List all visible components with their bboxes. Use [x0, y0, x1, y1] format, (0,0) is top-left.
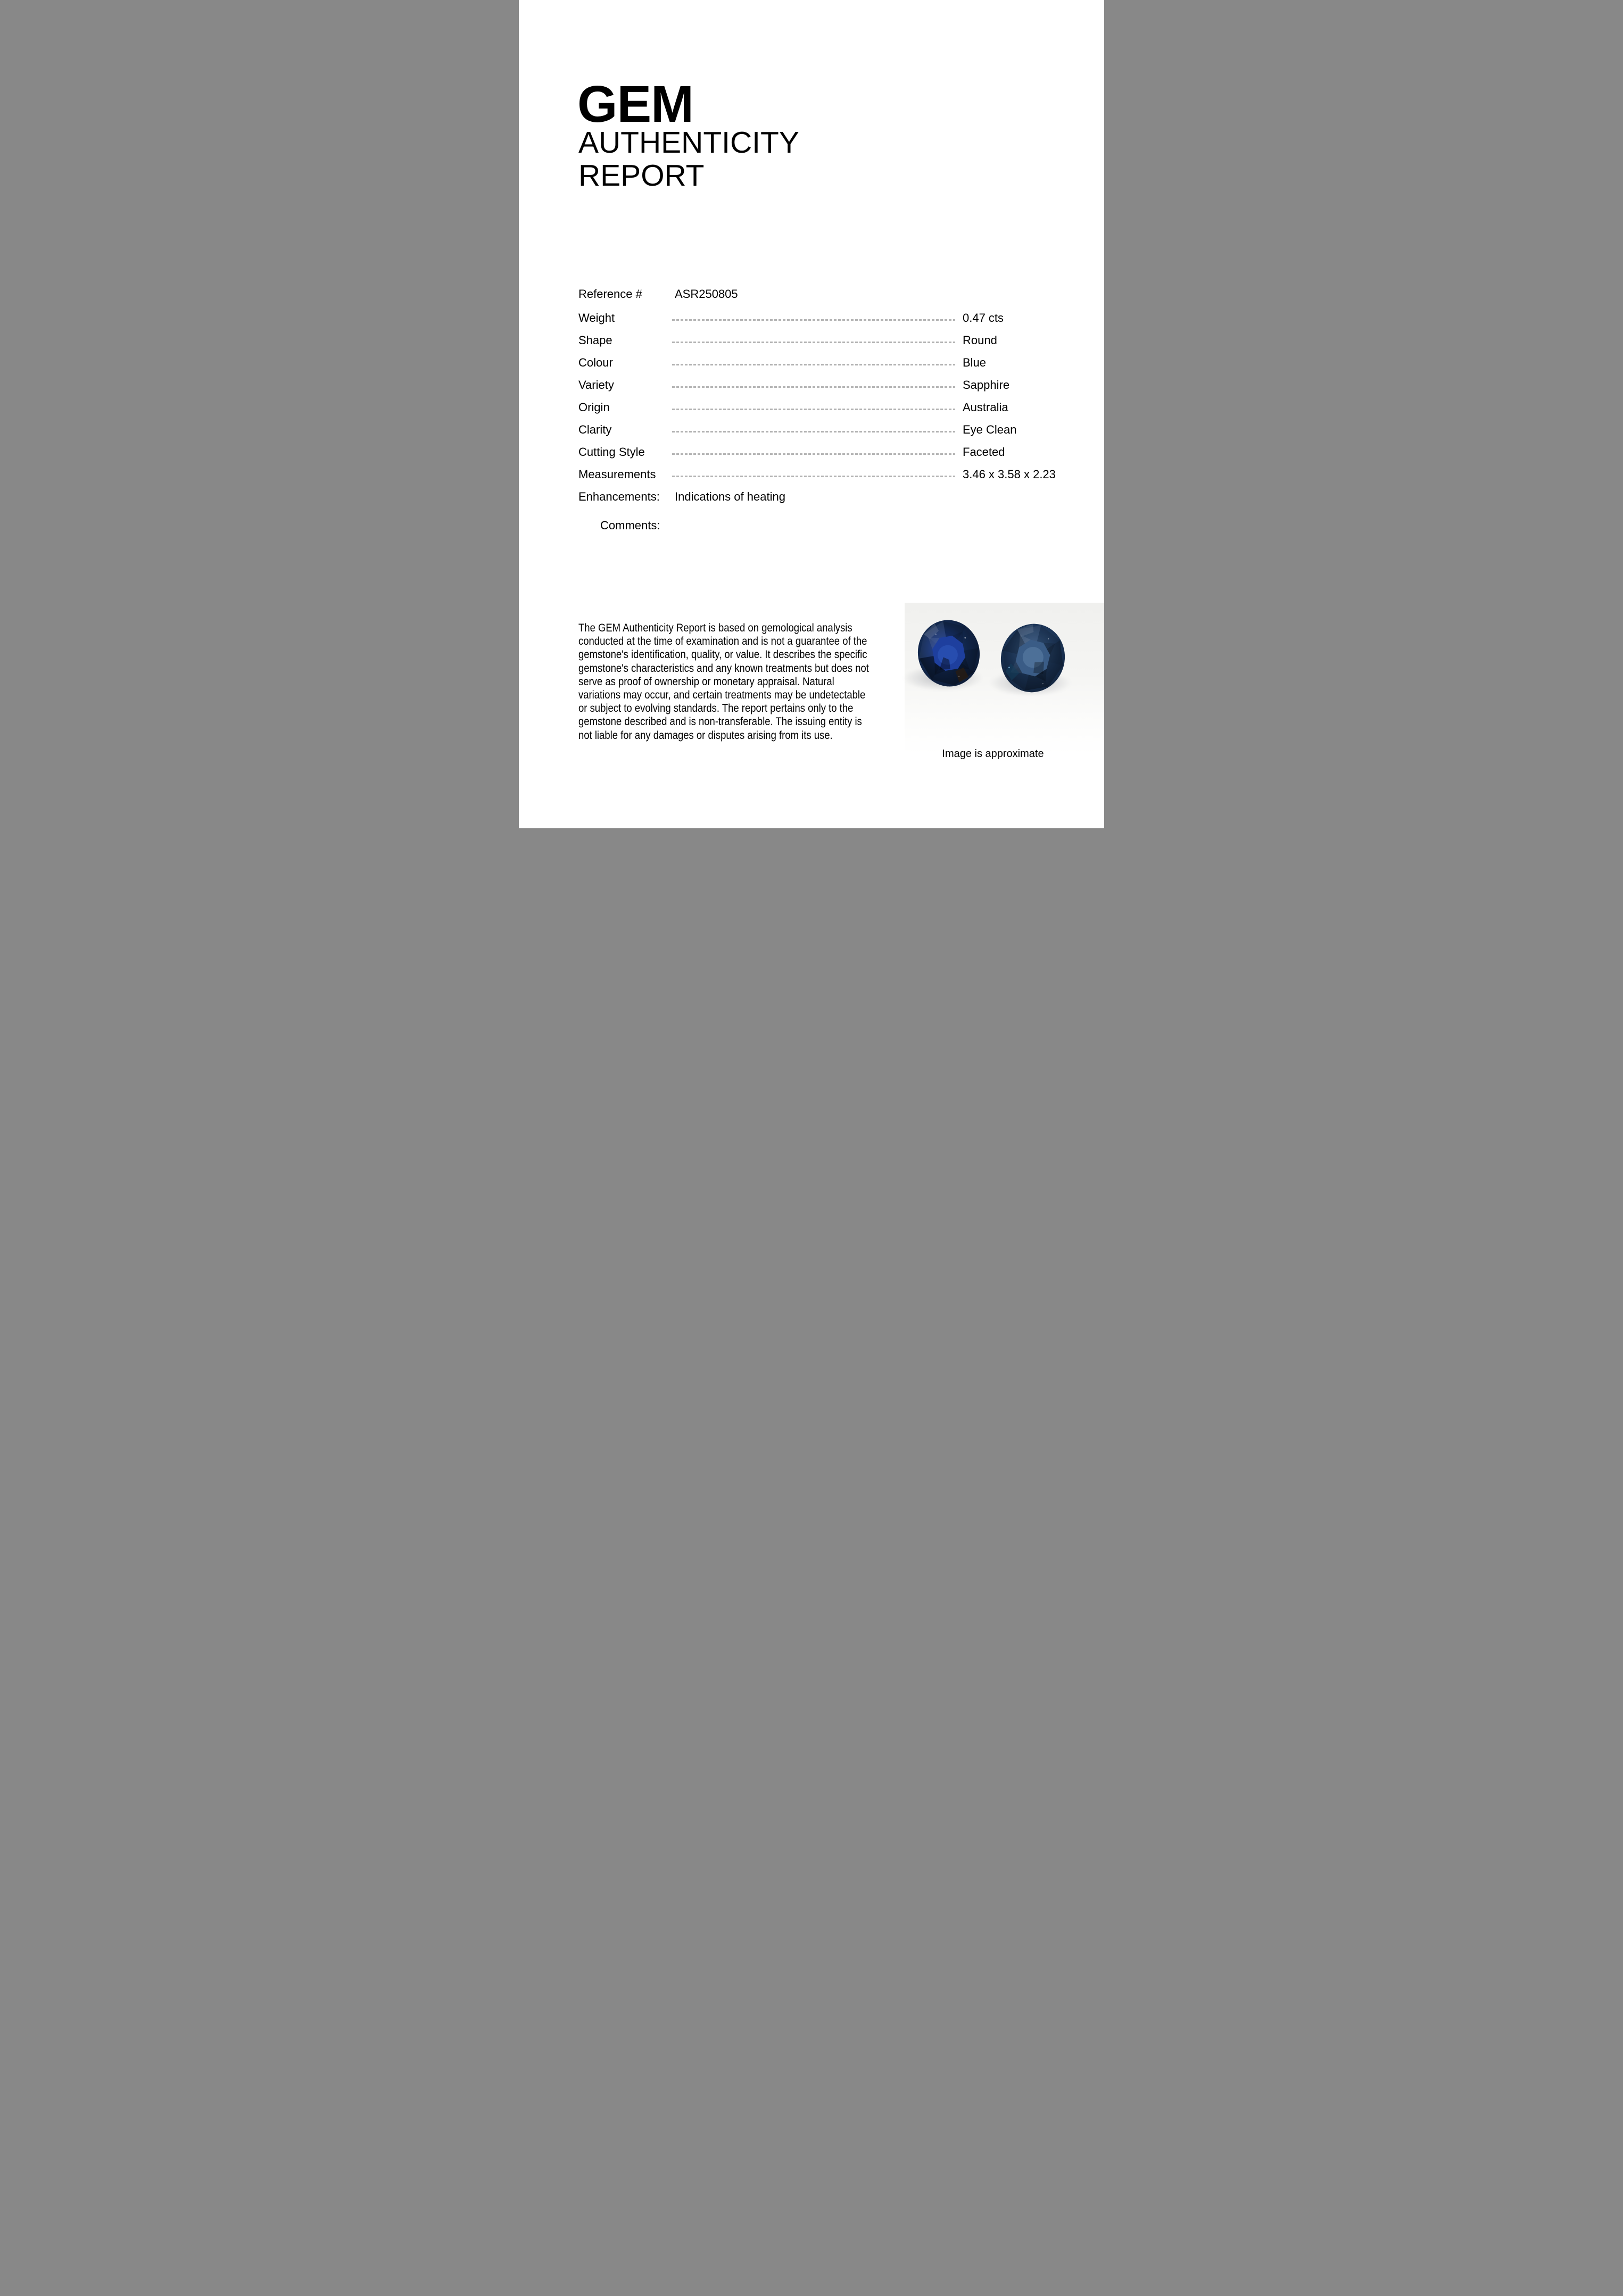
field-label: Colour: [578, 356, 613, 369]
field-row-colour: [578, 355, 1068, 371]
field-value: Eye Clean: [963, 423, 1017, 436]
dotted-leader: [672, 431, 955, 432]
disclaimer-line: serve as proof of ownership or monetary appraisal. Natural: [578, 675, 834, 688]
field-value: Blue: [963, 356, 987, 369]
field-row-clarity: [578, 422, 1068, 438]
field-value: 0.47 cts: [963, 311, 1004, 325]
field-row-cutting-style: [578, 445, 1068, 461]
field-label: Weight: [578, 311, 615, 325]
field-value: Australia: [963, 401, 1008, 414]
field-label: Measurements: [578, 468, 656, 481]
field-label: Shape: [578, 334, 612, 347]
field-label: Variety: [578, 378, 614, 392]
disclaimer-line: or subject to evolving standards. The report pertains only to the: [578, 702, 854, 715]
disclaimer-paragraph: [578, 621, 869, 742]
dotted-leader: [672, 409, 955, 410]
dotted-leader: [672, 386, 955, 388]
dotted-leader: [672, 453, 955, 455]
disclaimer-line: variations may occur, and certain treatments may be undetectable: [578, 689, 866, 702]
dotted-leader: [672, 476, 955, 477]
gem-photo: [905, 603, 1104, 762]
sapphire-gem-right: [998, 619, 1067, 697]
field-row-measurements: [578, 467, 1068, 483]
disclaimer-line: gemstone's identification, quality, or value. It describes the specific: [578, 648, 867, 661]
field-row-reference: [578, 287, 1068, 303]
field-label: Reference #: [578, 287, 642, 301]
disclaimer-line: The GEM Authenticity Report is based on gemological analysis: [578, 622, 852, 634]
field-label: Origin: [578, 401, 610, 414]
photo-caption: Image is approximate: [942, 748, 1044, 760]
dotted-leader: [672, 342, 955, 343]
gem-authenticity-report-page: [519, 0, 1104, 828]
field-row-weight: [578, 311, 1068, 327]
field-value: Round: [963, 334, 997, 347]
disclaimer-line: conducted at the time of examination and is not a guarantee of the: [578, 635, 867, 648]
dotted-leader: [672, 364, 955, 365]
disclaimer-line: gemstone described and is non-transferable. The issuing entity is: [578, 716, 862, 728]
sapphire-gem-left: [915, 615, 982, 691]
field-row-origin: [578, 400, 1068, 416]
field-label: Enhancements:: [578, 490, 660, 503]
field-value: 3.46 x 3.58 x 2.23: [963, 468, 1056, 481]
field-row-shape: [578, 333, 1068, 349]
field-label: Cutting Style: [578, 445, 645, 459]
report-title-line-1: AUTHENTICITY: [578, 126, 799, 160]
field-value: Faceted: [963, 445, 1005, 459]
field-value: Indications of heating: [675, 490, 785, 503]
report-title-line-2: REPORT: [578, 159, 705, 193]
disclaimer-line: gemstone's characteristics and any known treatments but does not: [578, 662, 869, 675]
brand-title: GEM: [577, 75, 693, 133]
field-row-variety: [578, 378, 1068, 394]
field-row-comments: [578, 518, 1068, 534]
report-title: [578, 126, 799, 192]
field-label: Comments:: [600, 519, 660, 532]
field-row-enhancements: [578, 489, 1068, 505]
field-label: Clarity: [578, 423, 612, 436]
dotted-leader: [672, 319, 955, 321]
disclaimer-line: not liable for any damages or disputes arising from its use.: [578, 729, 833, 742]
field-value: Sapphire: [963, 378, 1010, 392]
field-value: ASR250805: [675, 287, 738, 301]
